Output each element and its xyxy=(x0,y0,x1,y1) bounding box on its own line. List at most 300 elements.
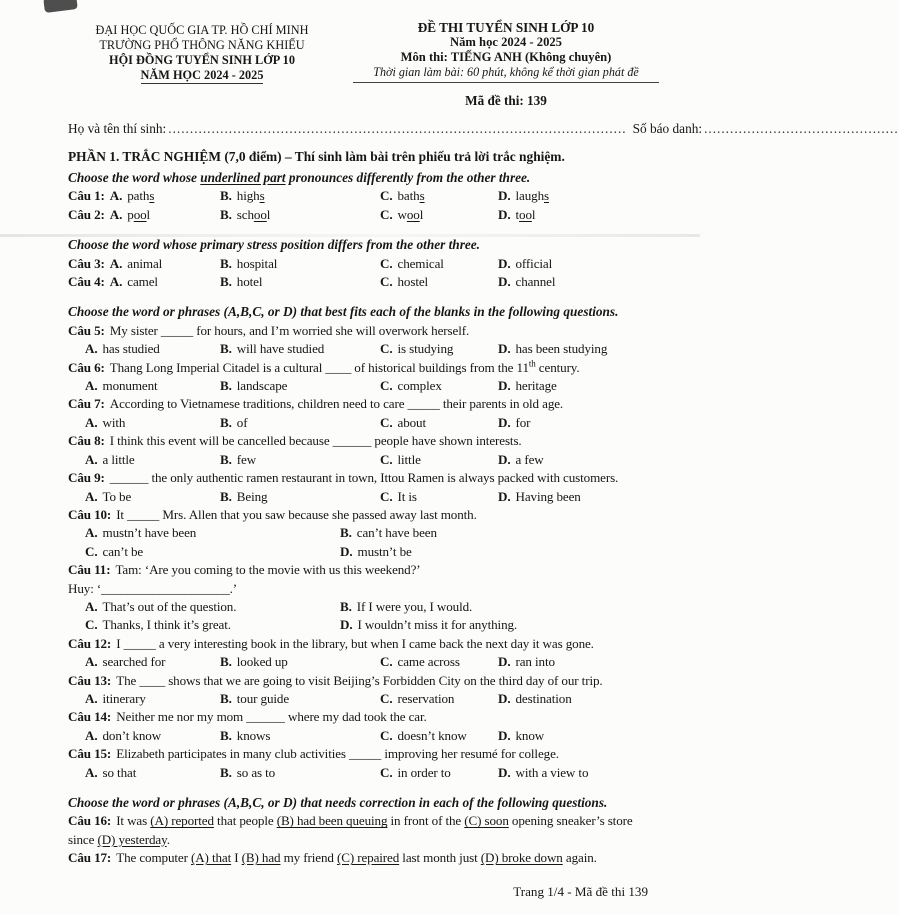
option-letter: B. xyxy=(220,654,232,670)
option-d xyxy=(498,206,660,224)
option-a xyxy=(85,764,220,782)
option-b xyxy=(220,414,380,432)
option-letter: B. xyxy=(220,764,232,780)
text-segment: animal xyxy=(127,255,163,271)
question xyxy=(68,273,660,291)
exam-title: ĐỀ THI TUYỂN SINH LỚP 10 xyxy=(417,20,595,35)
text-segment: don’t know xyxy=(102,727,162,743)
text-segment: monument xyxy=(102,378,158,394)
option-letter: B. xyxy=(220,378,232,394)
text-segment: is studying xyxy=(397,341,454,357)
option-letter: C. xyxy=(380,727,393,743)
option-letter: A. xyxy=(109,255,123,271)
text-segment: Being xyxy=(236,488,268,504)
option-letter: D. xyxy=(498,255,511,271)
institution-line: TRƯỜNG PHỔ THÔNG NĂNG KHIẾU xyxy=(99,38,305,52)
question-text xyxy=(68,432,660,450)
option-c xyxy=(380,377,498,395)
option-c xyxy=(380,273,498,291)
text-segment: (A) that xyxy=(190,850,232,866)
option-letter: A. xyxy=(85,654,98,670)
text-segment: last month just xyxy=(399,850,481,866)
option-b xyxy=(220,187,380,205)
text-segment: Choose the word whose xyxy=(68,170,201,185)
option-d xyxy=(498,414,660,432)
text-segment: channel xyxy=(515,274,556,290)
text-segment: pronounces differently from the other three. xyxy=(285,170,531,185)
text-segment: s xyxy=(259,188,265,204)
option-letter: D. xyxy=(498,451,511,467)
option-b xyxy=(220,451,380,469)
sections xyxy=(68,169,660,868)
question xyxy=(68,745,660,782)
text-segment: (C) repaired xyxy=(336,850,400,866)
text-segment: (A) reported xyxy=(150,813,214,829)
option-letter: B. xyxy=(220,341,232,357)
option-c xyxy=(380,727,498,745)
option-letter: D. xyxy=(498,488,511,504)
text-segment: (C) soon xyxy=(464,813,509,829)
text-segment: camel xyxy=(127,274,158,290)
question xyxy=(68,849,660,867)
option-d xyxy=(498,187,660,205)
text-segment: Choose the word or phrases (A,B,C, or D) that needs correction in each of the following questions. xyxy=(68,795,608,810)
option-letter: A. xyxy=(109,274,123,290)
part-title: PHẦN 1. TRẮC NGHIỆM (7,0 điểm) – Thí sinh làm bài trên phiếu trả lời trắc nghiệm. xyxy=(68,149,565,164)
text-segment: oo xyxy=(519,206,532,222)
candidate-id-label: Số báo danh: xyxy=(632,121,703,136)
question-label: Câu 8: xyxy=(68,433,105,449)
question xyxy=(68,255,660,273)
option-letter: A. xyxy=(85,378,98,394)
text-segment: l xyxy=(266,206,271,222)
question-label: Câu 12: xyxy=(68,635,112,651)
text-segment: th xyxy=(528,358,536,369)
option-letter: D. xyxy=(498,274,511,290)
option-letter: C. xyxy=(380,255,393,271)
text-segment: mustn’t have been xyxy=(102,525,197,541)
question-label: Câu 11: xyxy=(68,562,111,578)
option-c xyxy=(380,764,498,782)
option-letter: D. xyxy=(340,617,353,633)
option-letter: A. xyxy=(85,727,98,743)
options-row xyxy=(85,414,660,432)
option-a xyxy=(110,256,162,271)
options-row xyxy=(85,690,660,708)
option-letter: D. xyxy=(498,341,511,357)
option-a xyxy=(85,414,220,432)
question xyxy=(68,635,660,672)
question-label: Câu 15: xyxy=(68,746,112,762)
question xyxy=(68,506,660,561)
text-segment: Choose the word or phrases (A,B,C, or D) that best fits each of the blanks in the following questions. xyxy=(68,304,619,320)
section-instruction xyxy=(68,236,660,254)
question xyxy=(68,322,660,359)
options-row xyxy=(85,598,660,635)
text-segment: has been studying xyxy=(515,341,608,357)
option-a xyxy=(85,488,220,506)
question-cell xyxy=(68,206,220,224)
question-text xyxy=(68,745,660,763)
question-text xyxy=(68,395,660,413)
text-segment: searched for xyxy=(102,654,166,670)
text-segment: few xyxy=(236,451,257,467)
question-label: Câu 5: xyxy=(68,322,105,338)
text-segment: Elizabeth participates in many club activities _____ improving her resumé for college. xyxy=(116,746,559,762)
exam-code: Mã đề thi: 139 xyxy=(465,93,547,108)
text-segment: Tam: ‘Are you coming to the movie with us this weekend?’ xyxy=(115,562,421,578)
question-label: Câu 7: xyxy=(68,396,105,412)
option-a xyxy=(110,188,155,203)
exam-subject: Môn thi: TIẾNG ANH (Không chuyên) xyxy=(400,50,612,64)
question xyxy=(68,432,660,469)
text-segment: l xyxy=(531,206,536,222)
option-letter: C. xyxy=(380,206,393,222)
option-d xyxy=(340,543,660,561)
options-row xyxy=(85,524,660,561)
footer-page-number: Trang 1/4 - Mã đề thi 139 xyxy=(513,884,648,899)
option-letter: A. xyxy=(109,206,123,222)
option-letter: B. xyxy=(220,690,232,706)
option-letter: A. xyxy=(85,525,98,541)
text-segment: ran into xyxy=(515,654,555,670)
section-instruction xyxy=(68,169,660,187)
question-label: Câu 1: xyxy=(68,188,105,204)
option-letter: A. xyxy=(85,598,98,614)
text-segment: t xyxy=(515,206,520,222)
text-segment: about xyxy=(397,414,426,430)
option-d xyxy=(498,764,660,782)
option-b xyxy=(220,764,380,782)
text-segment: s xyxy=(544,188,549,204)
option-letter: D. xyxy=(498,414,511,430)
option-b xyxy=(340,598,660,616)
question-label: Câu 6: xyxy=(68,359,105,375)
option-letter: B. xyxy=(220,451,232,467)
text-segment: that people xyxy=(213,813,277,829)
text-segment: That’s out of the question. xyxy=(102,598,237,614)
text-segment: It was xyxy=(116,813,151,829)
option-a xyxy=(85,690,220,708)
text-segment: complex xyxy=(397,378,442,394)
text-segment: (D) yesterday xyxy=(97,831,167,847)
option-b xyxy=(340,524,660,542)
option-d xyxy=(498,488,660,506)
text-segment: hotel xyxy=(236,274,263,290)
question xyxy=(68,708,660,745)
question-text xyxy=(68,359,660,377)
question-text xyxy=(68,849,660,867)
option-letter: D. xyxy=(498,764,511,780)
text-segment: Thang Long Imperial Citadel is a cultural ____ of historical buildings from the 11 xyxy=(109,359,529,375)
text-segment: (B) had been queuing xyxy=(276,813,388,829)
text-segment: If I were you, I would. xyxy=(356,598,473,614)
option-a xyxy=(110,274,158,289)
option-letter: B. xyxy=(340,525,352,541)
duration-underline xyxy=(353,82,659,83)
text-segment: knows xyxy=(236,727,271,743)
question xyxy=(68,395,660,432)
option-a xyxy=(85,727,220,745)
option-letter: A. xyxy=(85,451,98,467)
option-letter: B. xyxy=(220,727,232,743)
question xyxy=(68,359,660,396)
text-segment: l xyxy=(419,206,424,222)
question-text xyxy=(68,672,660,690)
text-segment: My sister _____ for hours, and I’m worried she will overwork herself. xyxy=(109,322,470,338)
option-letter: B. xyxy=(220,274,232,290)
question-label: Câu 14: xyxy=(68,709,112,725)
text-segment: in order to xyxy=(397,764,451,780)
text-segment: little xyxy=(397,451,421,467)
text-segment: Huy: ‘____________________.’ xyxy=(68,580,238,596)
text-segment: with xyxy=(102,414,126,430)
text-segment: s xyxy=(419,188,425,204)
text-segment: itinerary xyxy=(102,690,146,706)
option-d xyxy=(498,653,660,671)
question xyxy=(68,672,660,709)
question-section xyxy=(68,794,660,868)
option-letter: C. xyxy=(380,414,393,430)
text-segment: again. xyxy=(562,850,597,866)
option-c xyxy=(380,451,498,469)
text-segment: will have studied xyxy=(236,341,325,357)
option-d xyxy=(498,377,660,395)
text-segment: laugh xyxy=(515,188,544,204)
option-letter: A. xyxy=(85,690,98,706)
candidate-name-field: .......................................................................................................... xyxy=(168,121,627,136)
text-segment: so as to xyxy=(236,764,276,780)
question-cell xyxy=(68,187,220,205)
question xyxy=(68,812,660,849)
option-a xyxy=(110,207,150,222)
options-row xyxy=(85,488,660,506)
text-segment: has studied xyxy=(102,341,160,357)
option-b xyxy=(220,488,380,506)
option-b xyxy=(220,377,380,395)
question-row xyxy=(68,187,660,205)
text-segment: I xyxy=(231,850,242,866)
school-year: Năm học 2024 - 2025 xyxy=(450,35,562,49)
text-segment: for xyxy=(515,414,531,430)
text-segment: I _____ a very interesting book in the library, but when I came back the next day it was gone. xyxy=(116,635,594,651)
text-segment: The ____ shows that we are going to visit Beijing’s Forbidden City on the third day of our trip. xyxy=(116,672,603,688)
question-cell xyxy=(68,273,220,291)
text-segment: a little xyxy=(102,451,135,467)
text-segment: bath xyxy=(397,188,420,204)
text-segment: tour guide xyxy=(236,690,290,706)
option-letter: D. xyxy=(498,378,511,394)
exam-header xyxy=(52,20,660,108)
option-b xyxy=(220,653,380,671)
text-segment: underlined part xyxy=(200,170,286,185)
option-letter: B. xyxy=(220,255,232,271)
question-text xyxy=(68,635,660,653)
option-b xyxy=(220,727,380,745)
question-text xyxy=(68,580,660,598)
question-label: Câu 10: xyxy=(68,506,112,522)
option-letter: C. xyxy=(85,617,98,633)
option-letter: C. xyxy=(380,764,393,780)
option-letter: A. xyxy=(85,341,98,357)
text-segment: I think this event will be cancelled because ______ people have shown interests. xyxy=(109,433,522,449)
option-letter: C. xyxy=(380,488,393,504)
option-letter: C. xyxy=(85,543,98,559)
institution-line: ĐẠI HỌC QUỐC GIA TP. HỒ CHÍ MINH xyxy=(95,23,309,37)
option-d xyxy=(498,340,660,358)
candidate-name-label: Họ và tên thí sinh: xyxy=(68,121,167,136)
option-a xyxy=(85,377,220,395)
question-text xyxy=(68,708,660,726)
question-label: Câu 16: xyxy=(68,813,112,829)
question xyxy=(68,187,660,205)
text-segment: came across xyxy=(397,654,460,670)
question-row xyxy=(68,273,660,291)
header-exam-block xyxy=(352,20,660,108)
question-text xyxy=(68,561,660,579)
text-segment: I wouldn’t miss it for anything. xyxy=(357,617,518,633)
option-c xyxy=(380,255,498,273)
option-letter: A. xyxy=(85,488,98,504)
options-row xyxy=(85,451,660,469)
option-b xyxy=(220,690,380,708)
option-d xyxy=(498,255,660,273)
text-segment: hostel xyxy=(397,274,429,290)
question-text xyxy=(68,469,660,487)
option-letter: D. xyxy=(340,543,353,559)
question-label: Câu 17: xyxy=(68,850,112,866)
option-d xyxy=(498,273,660,291)
option-c xyxy=(85,616,340,634)
text-segment: Choose the word whose primary stress position differs from the other three. xyxy=(68,237,481,253)
text-segment: reservation xyxy=(397,690,455,706)
option-letter: C. xyxy=(380,378,393,394)
option-b xyxy=(220,255,380,273)
options-row xyxy=(85,377,660,395)
text-segment: opening sneaker’s store since xyxy=(68,813,633,847)
header-institution-block xyxy=(52,20,352,108)
question-label: Câu 3: xyxy=(68,255,105,271)
text-segment: doesn’t know xyxy=(397,727,467,743)
text-segment: can’t be xyxy=(102,543,144,559)
question-row xyxy=(68,255,660,273)
text-segment: path xyxy=(127,188,150,204)
option-letter: D. xyxy=(498,206,511,222)
question-label: Câu 9: xyxy=(68,470,105,486)
text-segment: (B) had xyxy=(241,850,281,866)
option-letter: C. xyxy=(380,274,393,290)
text-segment: It is xyxy=(397,488,417,504)
option-b xyxy=(220,206,380,224)
option-c xyxy=(380,414,498,432)
text-segment: heritage xyxy=(515,378,557,394)
text-segment: official xyxy=(515,255,553,271)
question xyxy=(68,561,660,635)
text-segment: Having been xyxy=(515,488,581,504)
option-letter: C. xyxy=(380,654,393,670)
text-segment: oo xyxy=(253,206,267,222)
option-d xyxy=(498,727,660,745)
option-letter: C. xyxy=(380,188,393,204)
option-letter: D. xyxy=(498,727,511,743)
option-a xyxy=(85,598,340,616)
options-row xyxy=(85,340,660,358)
option-c xyxy=(380,653,498,671)
option-letter: D. xyxy=(498,188,511,204)
question-section xyxy=(68,236,660,291)
option-c xyxy=(85,543,340,561)
option-letter: C. xyxy=(380,451,393,467)
option-letter: D. xyxy=(498,654,511,670)
question xyxy=(68,469,660,506)
option-a xyxy=(85,653,220,671)
options-row xyxy=(85,764,660,782)
option-letter: D. xyxy=(498,690,511,706)
exam-duration: Thời gian làm bài: 60 phút, không kể thời gian phát đề xyxy=(373,65,639,79)
text-segment: The computer xyxy=(116,850,191,866)
option-d xyxy=(340,616,660,634)
text-segment: . xyxy=(166,831,170,847)
option-letter: B. xyxy=(340,598,352,614)
text-segment: know xyxy=(515,727,545,743)
text-segment: Thanks, I think it’s great. xyxy=(102,617,231,633)
text-segment: s xyxy=(149,188,155,204)
option-b xyxy=(220,340,380,358)
text-segment: mustn’t be xyxy=(357,543,412,559)
text-segment: w xyxy=(397,206,407,222)
text-segment: hospital xyxy=(236,255,278,271)
option-c xyxy=(380,690,498,708)
option-d xyxy=(498,690,660,708)
question-text xyxy=(68,812,660,849)
text-segment: can’t have been xyxy=(356,525,437,541)
text-segment: destination xyxy=(515,690,572,706)
text-segment: my friend xyxy=(280,850,337,866)
option-letter: B. xyxy=(220,188,232,204)
text-segment: chemical xyxy=(397,255,444,271)
option-c xyxy=(380,340,498,358)
option-c xyxy=(380,488,498,506)
option-letter: C. xyxy=(380,341,393,357)
option-letter: B. xyxy=(220,206,232,222)
institution-line: HỘI ĐỒNG TUYỂN SINH LỚP 10 xyxy=(109,53,295,67)
option-d xyxy=(498,451,660,469)
option-a xyxy=(85,340,220,358)
text-segment: l xyxy=(146,206,151,222)
text-segment: To be xyxy=(102,488,132,504)
question-section xyxy=(68,169,660,224)
option-letter: B. xyxy=(220,488,232,504)
text-segment: (D) broke down xyxy=(480,850,563,866)
section-instruction xyxy=(68,794,660,812)
institution-line: NĂM HỌC 2024 - 2025 xyxy=(140,68,264,82)
text-segment: oo xyxy=(133,206,147,222)
option-b xyxy=(220,273,380,291)
question-label: Câu 2: xyxy=(68,206,105,222)
option-c xyxy=(380,187,498,205)
text-segment: landscape xyxy=(236,378,288,394)
question-section xyxy=(68,303,660,782)
text-segment: in front of the xyxy=(387,813,465,829)
option-letter: A. xyxy=(109,188,123,204)
text-segment: ______ the only authentic ramen restaurant in town, Ittou Ramen is always packed with customers. xyxy=(109,470,619,486)
question-label: Câu 4: xyxy=(68,274,105,290)
option-letter: C. xyxy=(380,690,393,706)
text-segment: According to Vietnamese traditions, children need to care _____ their parents in old age. xyxy=(109,396,564,412)
text-segment: century. xyxy=(535,359,580,375)
options-row xyxy=(85,653,660,671)
text-segment: so that xyxy=(102,764,137,780)
